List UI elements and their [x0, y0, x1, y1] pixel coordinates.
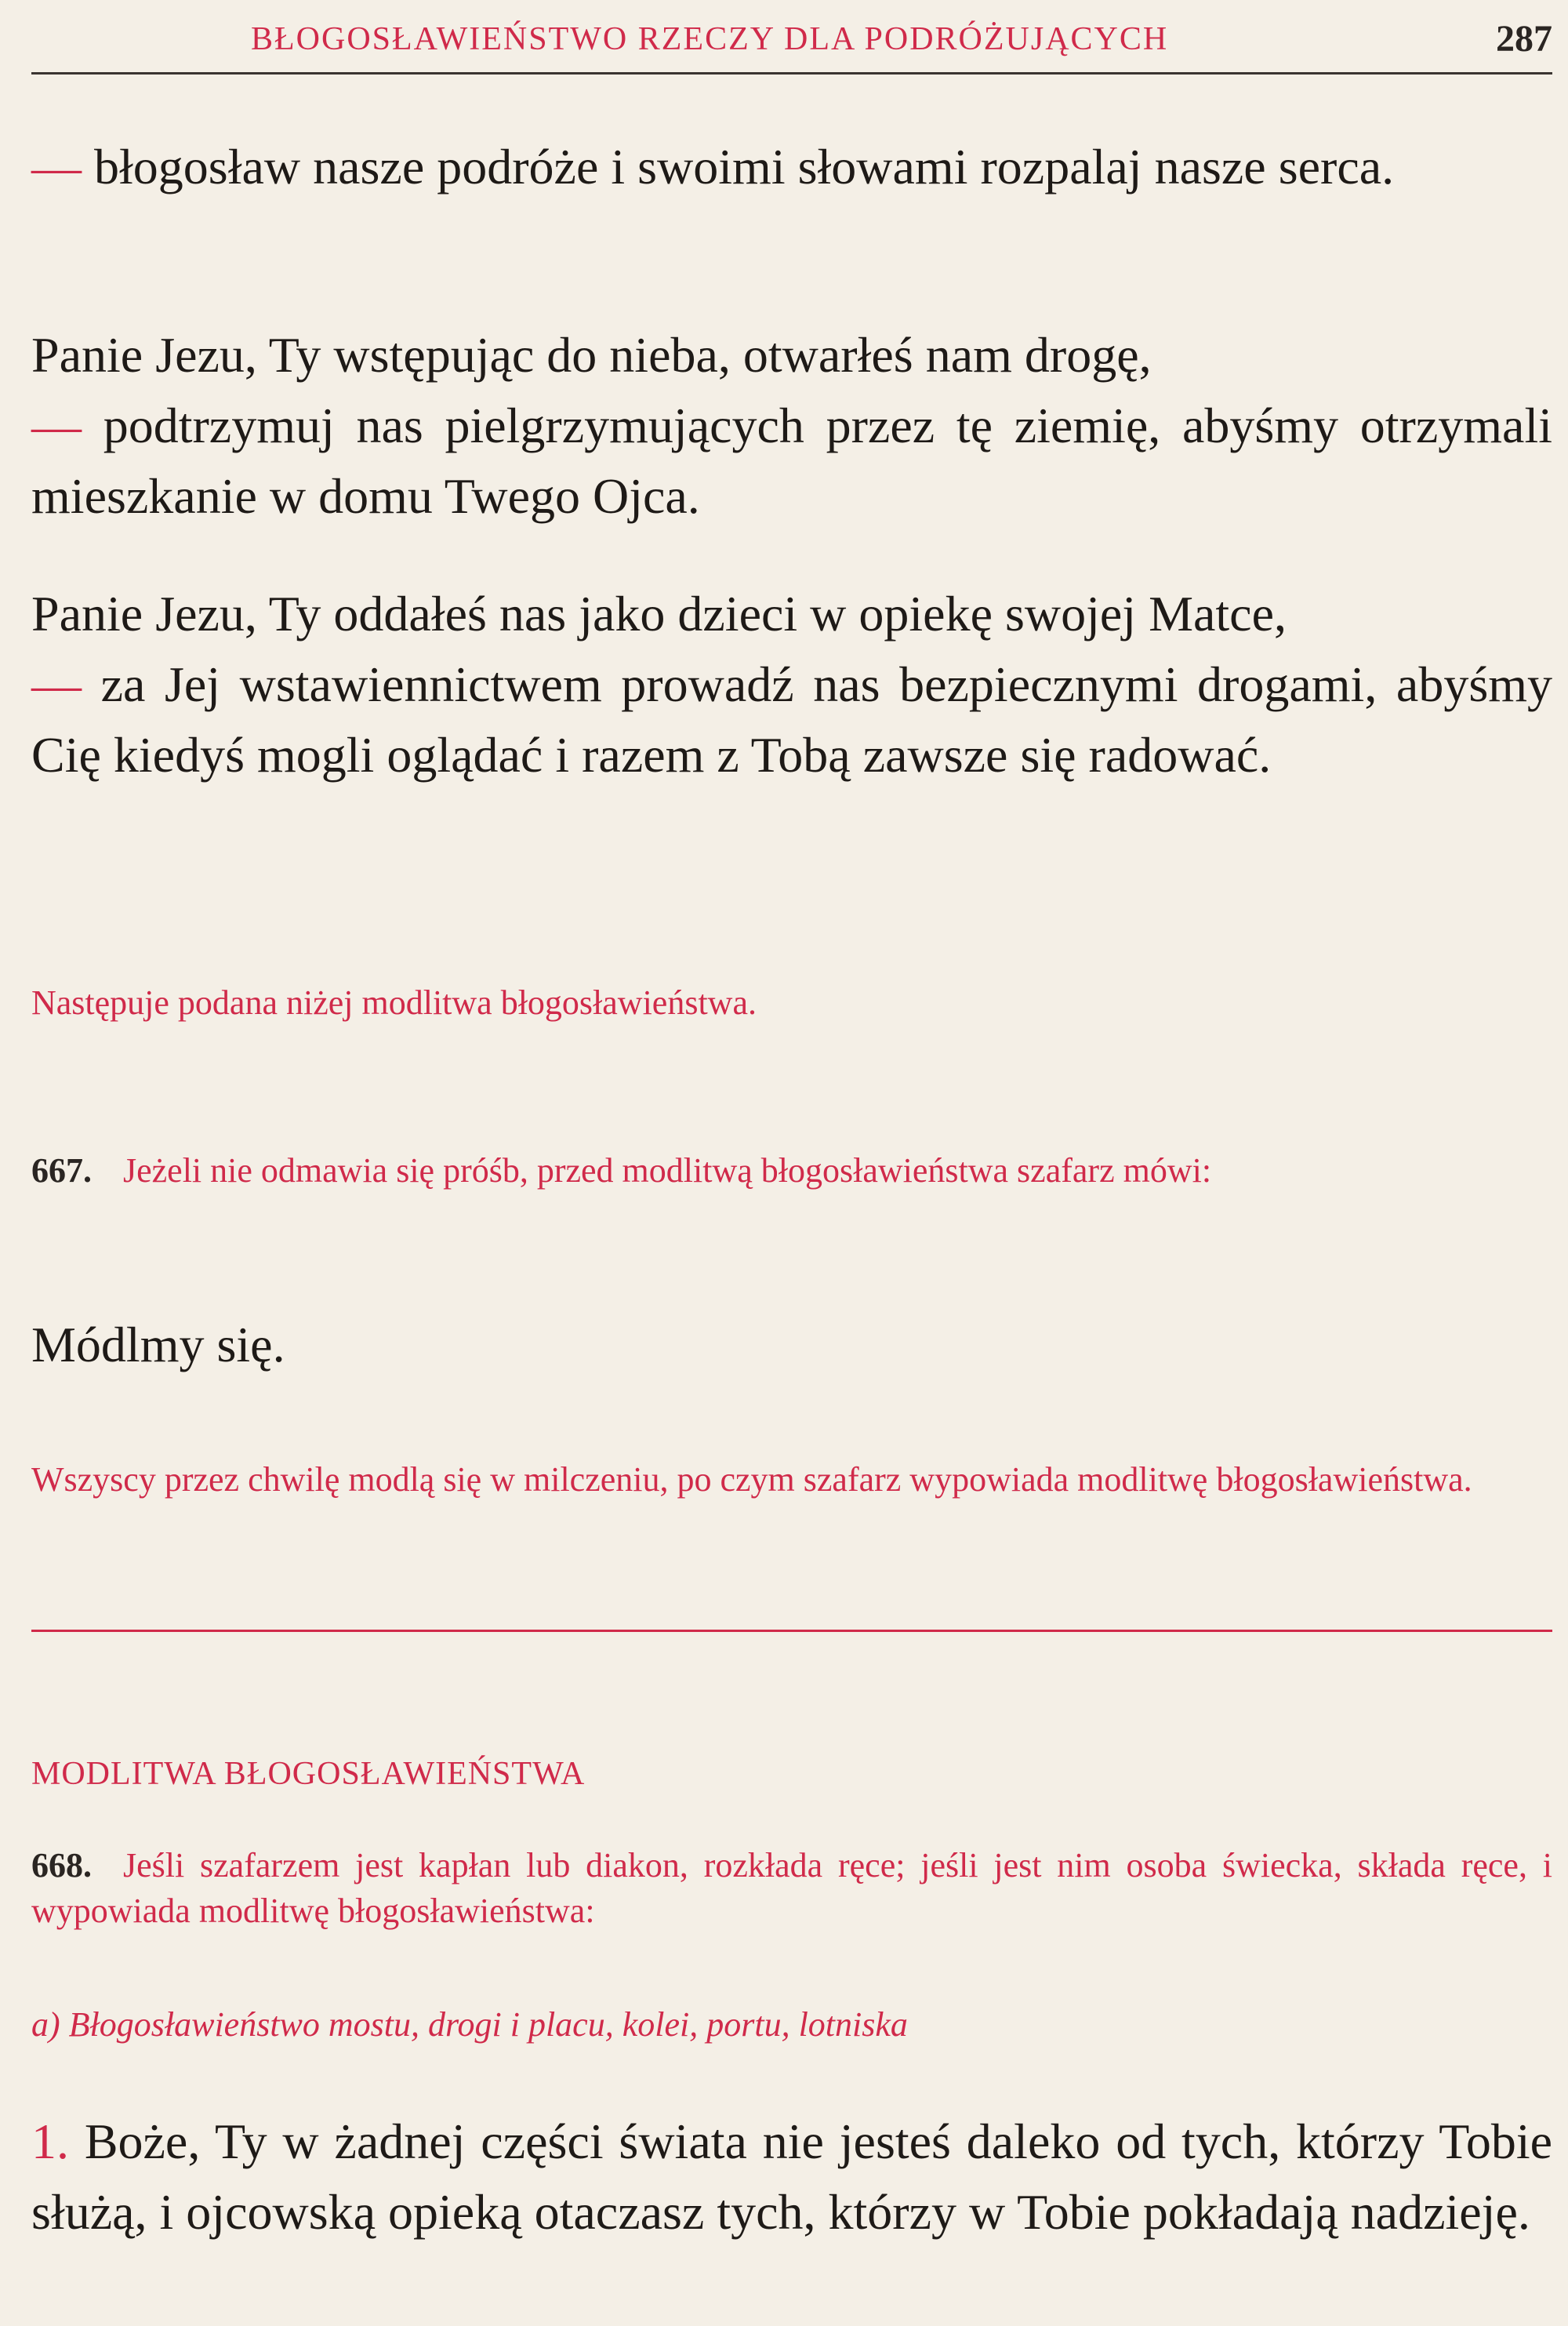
oremus — [31, 1310, 1552, 1380]
intercession-invocation: Panie Jezu, Ty oddałeś nas jako dzieci w opiekę swojej Matce, — [31, 586, 1287, 641]
intercession-invocation: Panie Jezu, Ty wstępując do nieba, otwarłeś nam drogę, — [31, 327, 1152, 383]
rubric-text: Jeżeli nie odmawia się próśb, przed modlitwą błogosławieństwa szafarz mówi: — [123, 1151, 1212, 1190]
paragraph-number: 667. — [31, 1151, 92, 1190]
response-dash: — — [31, 656, 82, 712]
rubric-text: Jeśli szafarzem jest kapłan lub diakon, rozkłada ręce; jeśli jest nim osoba świecka, składa ręce, i wypowiada modlitwę błogosławieństwa: — [31, 1846, 1552, 1930]
section-rule — [31, 1630, 1552, 1632]
header-rule — [31, 72, 1552, 75]
response-dash: — — [31, 398, 82, 453]
prayer-number: 1. — [31, 2113, 69, 2169]
prayer-text: Boże, Ty w żadnej części świata nie jesteś daleko od tych, którzy Tobie służą, i ojcowską opieką otaczasz tych, którzy w Tobie pokładają nadzieję. — [31, 2113, 1552, 2240]
paragraph-668 — [31, 1843, 1552, 1934]
intercession-1 — [31, 132, 1552, 202]
paragraph-667 — [31, 1148, 1552, 1194]
running-title: BŁOGOSŁAWIEŃSTWO RZECZY DLA PODRÓŻUJĄCYCH — [251, 21, 1169, 57]
running-header — [31, 11, 1552, 66]
rubric-silence — [31, 1457, 1552, 1503]
intercession-response: błogosław nasze podróże i swoimi słowami rozpalaj nasze serca. — [82, 139, 1395, 194]
prayer-1 — [31, 2106, 1552, 2248]
intercession-3 — [31, 579, 1552, 790]
page-number: 287 — [1496, 18, 1552, 60]
oremus-text: Módlmy się. — [31, 1317, 285, 1372]
paragraph-number: 668. — [31, 1846, 92, 1884]
intercession-response: za Jej wstawiennictwem prowadź nas bezpiecznymi drogami, abyśmy Cię kiedyś mogli oglądać i razem z Tobą zawsze się radować. — [31, 656, 1552, 783]
response-dash: — — [31, 139, 82, 194]
rubric-following — [31, 980, 1552, 1026]
rubric-text: Wszyscy przez chwilę modlą się w milczeniu, po czym szafarz wypowiada modlitwę błogosławieństwa. — [31, 1460, 1472, 1499]
subheading-text: a) Błogosławieństwo mostu, drogi i placu, kolei, portu, lotniska — [31, 2005, 908, 2044]
section-title: MODLITWA BŁOGOSŁAWIEŃSTWA — [31, 1756, 586, 1792]
intercession-2 — [31, 320, 1552, 532]
subheading — [31, 2004, 1552, 2044]
rubric-text: Następuje podana niżej modlitwa błogosławieństwa. — [31, 983, 757, 1022]
intercession-response: podtrzymuj nas pielgrzymujących przez tę ziemię, abyśmy otrzymali mieszkanie w domu Twego Ojca. — [31, 398, 1552, 524]
section-heading — [31, 1755, 1552, 1793]
